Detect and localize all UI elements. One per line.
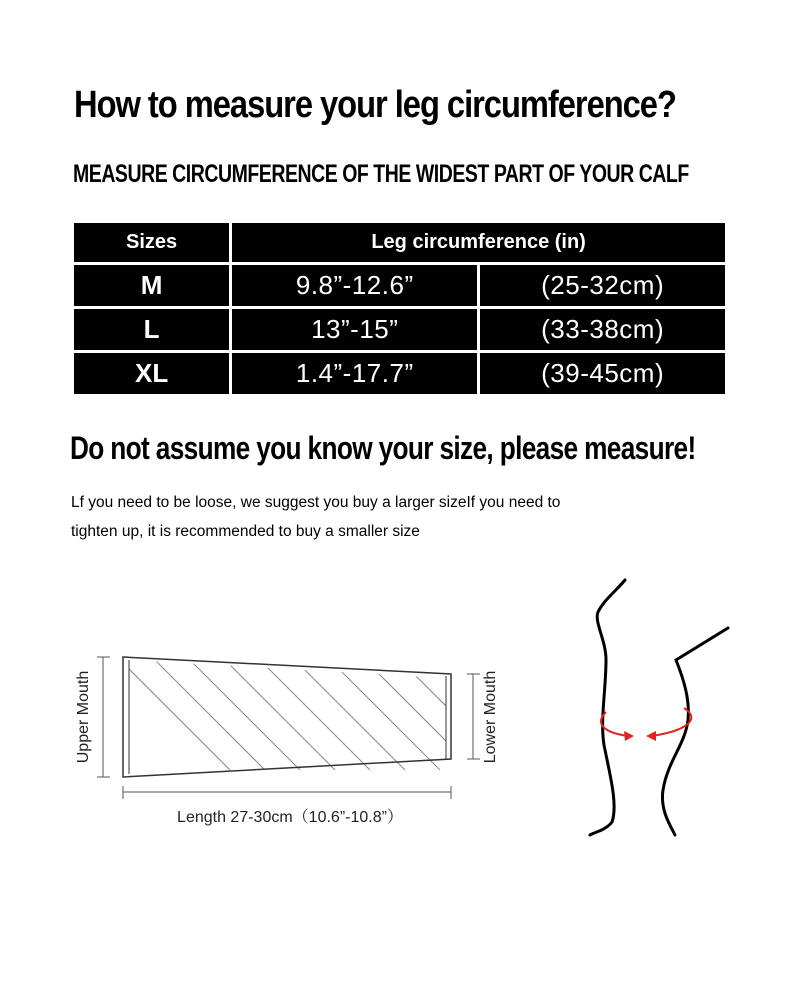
header-sizes: Sizes [74, 223, 229, 262]
cm-cell: (25-32cm) [480, 265, 725, 306]
header-leg-circumference: Leg circumference (in) [232, 223, 725, 262]
leg-outline [590, 580, 728, 835]
inches-cell: 1.4”-17.7” [232, 353, 477, 394]
size-cell: M [74, 265, 229, 306]
measure-warning: Do not assume you know your size, please measure! [70, 430, 696, 466]
cm-cell: (33-38cm) [480, 309, 725, 350]
fit-note-line-2: tighten up, it is recommended to buy a smaller size [71, 523, 420, 540]
upper-mouth-label: Upper Mouth [75, 670, 92, 764]
cm-cell: (39-45cm) [480, 353, 725, 394]
page-title: How to measure your leg circumference? [74, 84, 676, 126]
size-cell: XL [74, 353, 229, 394]
arrow-head-left-icon [624, 731, 634, 741]
inches-cell: 13”-15” [232, 309, 477, 350]
length-label: Length 27-30cm（10.6”-10.8”） [177, 809, 403, 826]
arrow-head-right-icon [646, 731, 656, 741]
page-subtitle: MEASURE CIRCUMFERENCE OF THE WIDEST PART OF YOUR CALF [73, 160, 689, 188]
circumference-arrows [601, 708, 691, 736]
inches-cell: 9.8”-12.6” [232, 265, 477, 306]
fit-note-line-1: Lf you need to be loose, we suggest you buy a larger sizeIf you need to [71, 494, 561, 511]
lower-mouth-label: Lower Mouth [482, 670, 499, 764]
size-cell: L [74, 309, 229, 350]
